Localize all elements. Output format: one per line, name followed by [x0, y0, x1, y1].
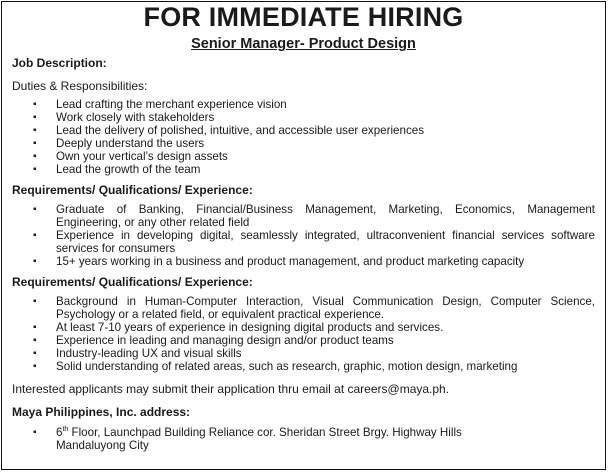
- list-item: [12, 426, 595, 452]
- job-title: Senior Manager- Product Design: [191, 36, 416, 52]
- list-item: ▪ 15+ years working in a business and product management, and product marketing capacity: [33, 255, 525, 268]
- bullet-icon: ▪: [33, 204, 37, 215]
- bullet-icon: ▪: [33, 99, 37, 110]
- address-list: [12, 426, 595, 452]
- address-line-1: Floor, Launchpad Building Reliance cor. Sheridan Street Brgy. Highway Hills: [68, 426, 462, 439]
- bullet-icon: ▪: [33, 361, 37, 372]
- list-item: ▪ Lead the delivery of polished, intuitive, and accessible user experiences: [33, 124, 424, 137]
- job-posting: [12, 3, 595, 452]
- bullet-icon: ▪: [33, 151, 37, 162]
- bullet-icon: ▪: [33, 256, 37, 267]
- apply-instructions: Interested applicants may submit their application thru email at careers@maya.ph.: [12, 382, 450, 396]
- requirements-list-2: [12, 295, 595, 373]
- list-item: ▪ Industry-leading UX and visual skills: [33, 347, 242, 360]
- bullet-icon: ▪: [33, 164, 37, 175]
- bullet-icon: ▪: [33, 335, 37, 346]
- floor-suffix: th: [62, 426, 69, 434]
- bullet-icon: ▪: [33, 112, 37, 123]
- list-item: ▪ Work closely with stakeholders: [33, 111, 215, 124]
- bullet-icon: ▪: [33, 296, 37, 307]
- duties-list: [12, 98, 595, 176]
- duties-heading: Duties & Responsibilities:: [12, 79, 148, 93]
- job-description-heading: Job Description:: [12, 56, 107, 70]
- address-line-2: Mandaluyong City: [56, 439, 149, 452]
- bullet-icon: ▪: [33, 125, 37, 136]
- address-heading: Maya Philippines, Inc. address:: [12, 405, 191, 419]
- floor-number: 6: [56, 426, 63, 439]
- bullet-icon: ▪: [33, 322, 37, 333]
- bullet-icon: ▪: [33, 138, 37, 149]
- list-item: ▪ Background in Human-Computer Interaction, Visual Communication Design, Computer Science, Psychology or a related field, or equivalent practical experience.: [33, 295, 595, 321]
- page-title: FOR IMMEDIATE HIRING: [143, 2, 464, 32]
- list-item: ▪ Experience in leading and managing design and/or product teams: [33, 334, 394, 347]
- requirements-list: [12, 203, 595, 268]
- requirements-heading: Requirements/ Qualifications/ Experience:: [12, 183, 253, 197]
- requirements-heading-2: Requirements/ Qualifications/ Experience:: [12, 275, 253, 289]
- list-item: ▪ Deeply understand the users: [33, 137, 205, 150]
- list-item: ▪ Lead the growth of the team: [33, 163, 201, 176]
- list-item: ▪ Solid understanding of related areas, such as research, graphic, motion design, marketing: [33, 360, 518, 373]
- list-item: ▪ At least 7-10 years of experience in designing digital products and services.: [33, 321, 444, 334]
- list-item: ▪ Own your vertical’s design assets: [33, 150, 228, 163]
- list-item: ▪ Lead crafting the merchant experience vision: [33, 98, 287, 111]
- list-item: ▪ Experience in developing digital, seamlessly integrated, ultraconvenient financial services software services for consumers: [33, 229, 595, 255]
- list-item: ▪ Graduate of Banking, Financial/Business Management, Marketing, Economics, Management Engineering, or any other related field: [33, 203, 595, 229]
- bullet-icon: ▪: [33, 427, 37, 438]
- bullet-icon: ▪: [33, 230, 37, 241]
- bullet-icon: ▪: [33, 348, 37, 359]
